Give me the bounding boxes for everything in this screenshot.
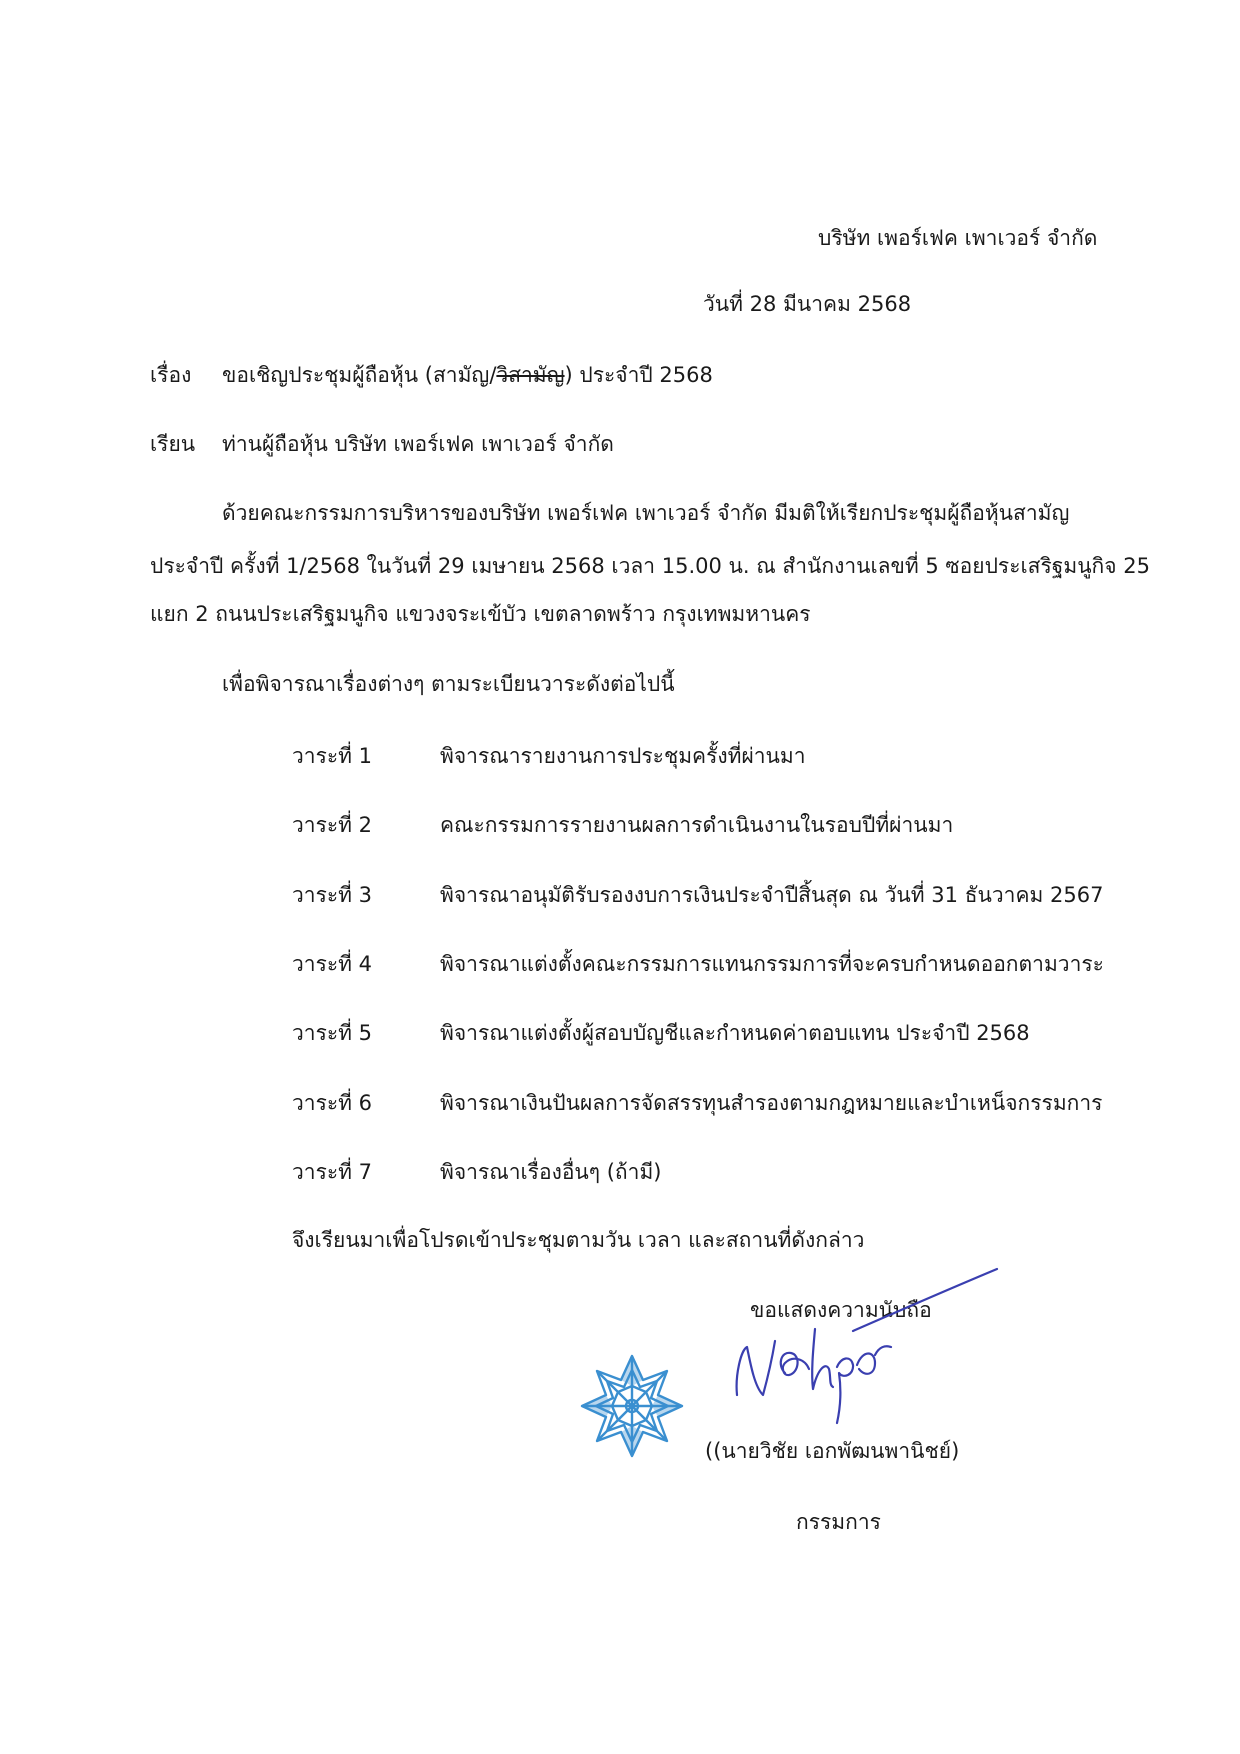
closing-line: จึงเรียนมาเพื่อโปรดเข้าประชุมตามวัน เวลา และสถานที่ดังกล่าว xyxy=(292,1228,865,1252)
company-header: บริษัท เพอร์เฟค เพาเวอร์ จำกัด xyxy=(818,226,1098,250)
agenda-item xyxy=(292,1156,1112,1186)
agenda-intro: เพื่อพิจารณาเรื่องต่างๆ ตามระเบียนวาระดังต่อไปนี้ xyxy=(222,672,675,696)
agenda-item xyxy=(292,1017,1112,1047)
agenda-item-text: พิจารณาอนุมัติรับรองงบการเงินประจำปีสิ้นสุด ณ วันที่ 31 ธันวาคม 2567 xyxy=(440,883,1104,907)
agenda-item-text: พิจารณาแต่งตั้งผู้สอบบัญชีและกำหนดค่าตอบแทน ประจำปี 2568 xyxy=(440,1021,1030,1045)
agenda-item xyxy=(292,809,1112,839)
agenda-item-number: วาระที่ 4 xyxy=(292,952,373,976)
agenda-item-text: พิจารณารายงานการประชุมครั้งที่ผ่านมา xyxy=(440,744,806,768)
agenda-item-text: พิจารณาแต่งตั้งคณะกรรมการแทนกรรมการที่จะครบกำหนดออกตามวาระ xyxy=(440,952,1104,976)
agenda-item-number: วาระที่ 6 xyxy=(292,1091,373,1115)
recipient-label: เรียน xyxy=(150,432,196,456)
subject-text-after: ) ประจำปี 2568 xyxy=(564,363,713,387)
agenda-item-text: พิจารณาเรื่องอื่นๆ (ถ้ามี) xyxy=(440,1160,662,1184)
agenda-item xyxy=(292,740,1112,770)
subject-struck-option: วิสามัญ xyxy=(496,363,565,387)
regards-text: ขอแสดงความนับถือ xyxy=(750,1298,932,1322)
agenda-item-number: วาระที่ 3 xyxy=(292,883,373,907)
agenda-item-text: คณะกรรมการรายงานผลการดำเนินงานในรอบปีที่ผ่านมา xyxy=(440,813,954,837)
agenda-item xyxy=(292,1087,1112,1117)
signature-image xyxy=(725,1255,1005,1430)
agenda-item-number: วาระที่ 5 xyxy=(292,1021,373,1045)
agenda-item xyxy=(292,948,1112,978)
subject-text-before: ขอเชิญประชุมผู้ถือหุ้น (สามัญ/ xyxy=(222,363,497,387)
body-line-1: ด้วยคณะกรรมการบริหารของบริษัท เพอร์เฟค เพาเวอร์ จำกัด มีมติให้เรียกประชุมผู้ถือหุ้นสามัญ xyxy=(222,501,1070,525)
signer-name: ((นายวิชัย เอกพัฒนพานิชย์) xyxy=(705,1439,960,1463)
agenda-item-text: พิจารณาเงินปันผลการจัดสรรทุนสำรองตามกฎหมายและบำเหน็จกรรมการ xyxy=(440,1091,1103,1115)
subject-label: เรื่อง xyxy=(150,363,192,387)
agenda-item-number: วาระที่ 2 xyxy=(292,813,373,837)
body-line-3: แยก 2 ถนนประเสริฐมนูกิจ แขวงจระเข้บัว เขตลาดพร้าว กรุงเทพมหานคร xyxy=(150,602,811,626)
letter-date: วันที่ 28 มีนาคม 2568 xyxy=(703,292,912,316)
body-line-2: ประจำปี ครั้งที่ 1/2568 ในวันที่ 29 เมษายน 2568 เวลา 15.00 น. ณ สำนักงานเลขที่ 5 ซอยประเสริฐมนูกิจ 25 xyxy=(150,554,1150,578)
agenda-item-number: วาระที่ 7 xyxy=(292,1160,373,1184)
agenda-item-number: วาระที่ 1 xyxy=(292,744,373,768)
subject-text xyxy=(222,361,713,389)
recipient-text: ท่านผู้ถือหุ้น บริษัท เพอร์เฟค เพาเวอร์ จำกัด xyxy=(222,432,614,456)
agenda-item xyxy=(292,879,1112,909)
company-seal-icon xyxy=(578,1352,686,1460)
signer-title: กรรมการ xyxy=(796,1510,881,1534)
